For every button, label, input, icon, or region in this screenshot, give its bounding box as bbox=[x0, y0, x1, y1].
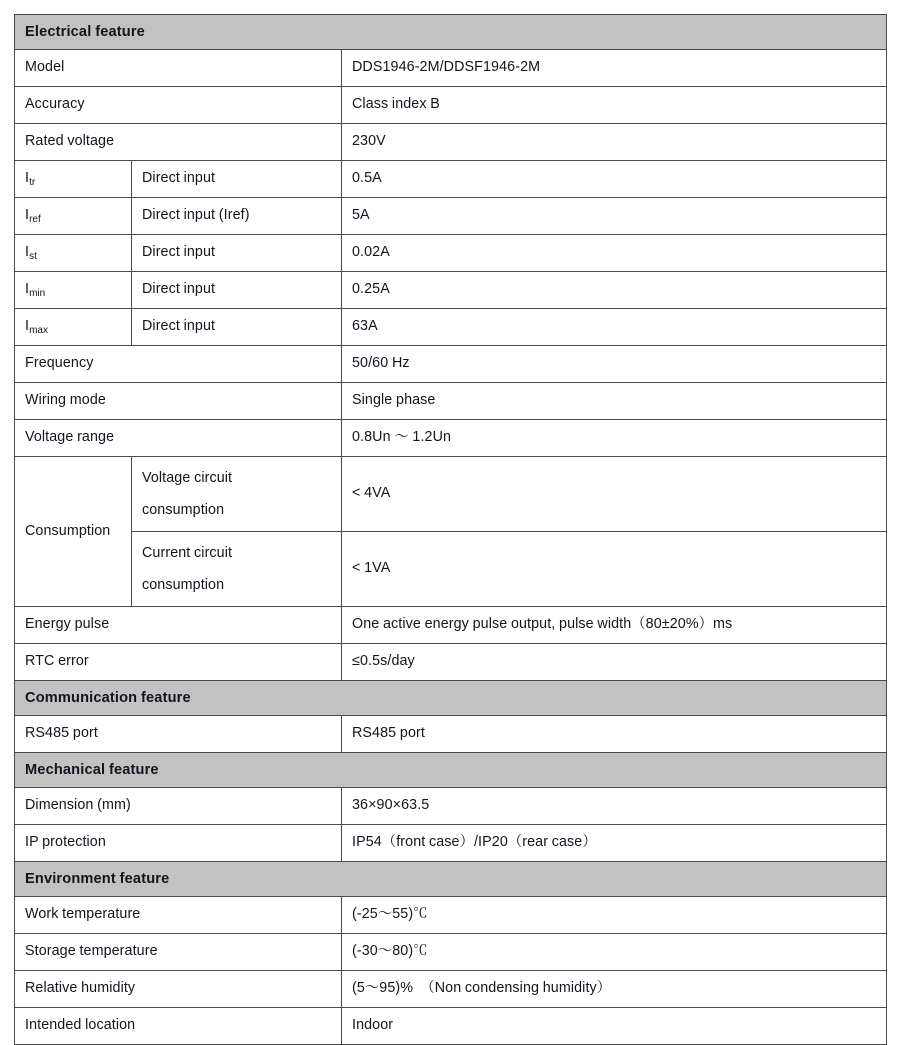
row-label: Dimension (mm) bbox=[15, 788, 342, 825]
table-row bbox=[15, 346, 887, 383]
row-sublabel-line1: Voltage circuit bbox=[142, 470, 233, 486]
current-symbol: $I_{tr}$ bbox=[15, 161, 132, 198]
row-label: Relative humidity bbox=[15, 971, 342, 1008]
row-value: (5～95)% （Non condensing humidity） bbox=[342, 971, 887, 1008]
row-value: 230V bbox=[342, 124, 887, 161]
table-row bbox=[15, 644, 887, 681]
row-value: One active energy pulse output, pulse width（80±20%）ms bbox=[342, 607, 887, 644]
row-label-consumption: Consumption bbox=[15, 457, 132, 607]
section-header-electrical bbox=[15, 15, 887, 50]
table-row bbox=[15, 124, 887, 161]
table-row bbox=[15, 457, 887, 532]
row-value: Single phase bbox=[342, 383, 887, 420]
row-value: Indoor bbox=[342, 1008, 887, 1045]
row-label: Work temperature bbox=[15, 897, 342, 934]
row-label: Model bbox=[15, 50, 342, 87]
table-row bbox=[15, 1008, 887, 1045]
row-label: RS485 port bbox=[15, 716, 342, 753]
row-label: Rated voltage bbox=[15, 124, 342, 161]
table-row bbox=[15, 934, 887, 971]
table-row bbox=[15, 272, 887, 309]
section-header-label: Mechanical feature bbox=[15, 753, 887, 788]
row-input-type: Direct input bbox=[132, 235, 342, 272]
row-input-type: Direct input bbox=[132, 309, 342, 346]
row-label: Storage temperature bbox=[15, 934, 342, 971]
row-label: RTC error bbox=[15, 644, 342, 681]
row-sublabel-line2: consumption bbox=[142, 577, 225, 593]
row-value: 0.8Un ～ 1.2Un bbox=[342, 420, 887, 457]
row-label: Voltage range bbox=[15, 420, 342, 457]
current-symbol: $I_{ref}$ bbox=[15, 198, 132, 235]
section-header-communication bbox=[15, 681, 887, 716]
table-row bbox=[15, 198, 887, 235]
table-row bbox=[15, 532, 887, 607]
section-header-label: Environment feature bbox=[15, 862, 887, 897]
row-value: IP54（front case）/IP20（rear case） bbox=[342, 825, 887, 862]
section-header-environment bbox=[15, 862, 887, 897]
table-row bbox=[15, 420, 887, 457]
row-value: (-30～80)℃ bbox=[342, 934, 887, 971]
row-value: Class index B bbox=[342, 87, 887, 124]
row-input-type: Direct input bbox=[132, 272, 342, 309]
table-row bbox=[15, 309, 887, 346]
row-sublabel bbox=[132, 457, 342, 532]
row-value: ≤0.5s/day bbox=[342, 644, 887, 681]
row-label: Energy pulse bbox=[15, 607, 342, 644]
row-label: IP protection bbox=[15, 825, 342, 862]
table-row bbox=[15, 897, 887, 934]
current-symbol: $I_{min}$ bbox=[15, 272, 132, 309]
current-symbol: $I_{st}$ bbox=[15, 235, 132, 272]
row-value: < 4VA bbox=[342, 457, 887, 532]
table-row bbox=[15, 235, 887, 272]
row-label: Accuracy bbox=[15, 87, 342, 124]
table-row bbox=[15, 788, 887, 825]
row-sublabel-line2: consumption bbox=[142, 502, 225, 518]
row-input-type: Direct input (Iref) bbox=[132, 198, 342, 235]
row-value: (-25～55)℃ bbox=[342, 897, 887, 934]
row-sublabel bbox=[132, 532, 342, 607]
current-symbol: $I_{max}$ bbox=[15, 309, 132, 346]
section-header-label: Electrical feature bbox=[15, 15, 887, 50]
row-value: 63A bbox=[342, 309, 887, 346]
row-value: 36×90×63.5 bbox=[342, 788, 887, 825]
section-header-label: Communication feature bbox=[15, 681, 887, 716]
table-row bbox=[15, 825, 887, 862]
row-label: Wiring mode bbox=[15, 383, 342, 420]
table-row bbox=[15, 161, 887, 198]
specification-table bbox=[14, 14, 887, 1045]
table-row bbox=[15, 87, 887, 124]
row-value: DDS1946-2M/DDSF1946-2M bbox=[342, 50, 887, 87]
row-value: RS485 port bbox=[342, 716, 887, 753]
row-value: 0.02A bbox=[342, 235, 887, 272]
row-value: 50/60 Hz bbox=[342, 346, 887, 383]
row-value: < 1VA bbox=[342, 532, 887, 607]
row-label: Intended location bbox=[15, 1008, 342, 1045]
row-value: 0.25A bbox=[342, 272, 887, 309]
row-value: 5A bbox=[342, 198, 887, 235]
row-label: Frequency bbox=[15, 346, 342, 383]
section-header-mechanical bbox=[15, 753, 887, 788]
row-value: 0.5A bbox=[342, 161, 887, 198]
table-row bbox=[15, 50, 887, 87]
table-row bbox=[15, 607, 887, 644]
table-row bbox=[15, 383, 887, 420]
row-input-type: Direct input bbox=[132, 161, 342, 198]
row-sublabel-line1: Current circuit bbox=[142, 545, 233, 561]
table-row bbox=[15, 971, 887, 1008]
table-row bbox=[15, 716, 887, 753]
